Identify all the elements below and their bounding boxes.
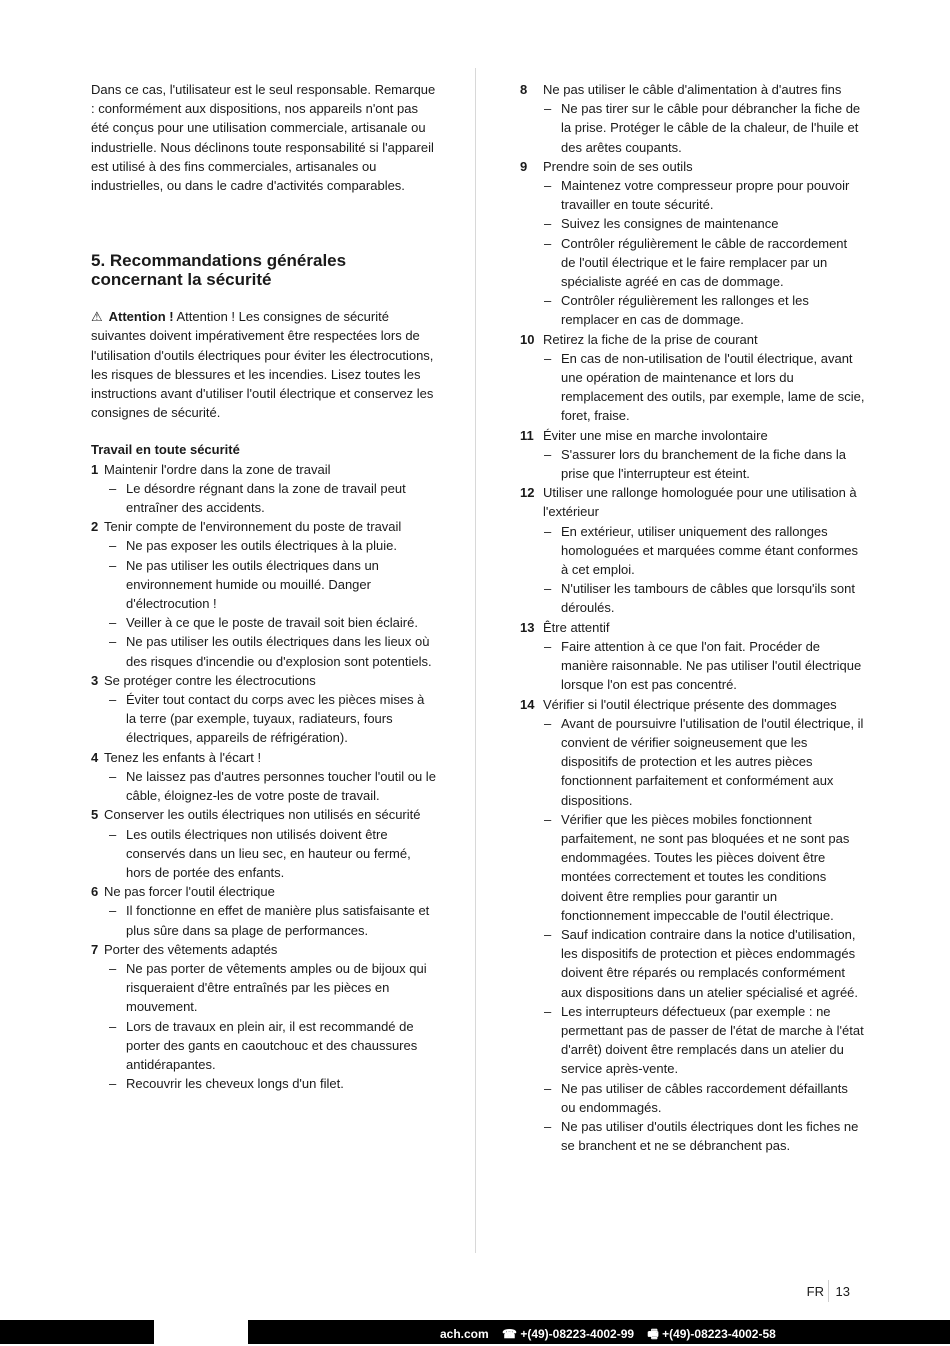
dash-marker: – [109, 903, 117, 919]
contact-info [440, 1325, 786, 1346]
bullet-item [544, 234, 865, 292]
bullet-item [109, 536, 436, 555]
attention-paragraph [91, 307, 436, 422]
item-number: 11 [520, 427, 534, 443]
item-title: Éviter une mise en marche involontaire [543, 427, 768, 443]
dash-marker: – [544, 715, 552, 731]
bullet-item [544, 637, 865, 695]
dash-marker: – [544, 1118, 552, 1134]
bullet-item [109, 825, 436, 883]
item-number: 7 [91, 941, 99, 957]
list-item [91, 460, 436, 518]
safety-list-right [520, 80, 865, 1155]
item-number: 3 [91, 672, 99, 688]
list-item [520, 695, 865, 1156]
dash-marker: – [109, 538, 117, 554]
bullet-item [109, 1074, 436, 1093]
dash-marker: – [109, 960, 117, 976]
dash-marker: – [109, 615, 117, 631]
bullet-text: Contrôler régulièrement les rallonges et les remplacer en cas de dommage. [561, 293, 809, 328]
bullet-text: Il fonctionne en effet de manière plus satisfaisante et plus sûre dans sa plage de performances. [126, 903, 430, 938]
bullet-item [109, 556, 436, 614]
bullet-item [544, 176, 865, 214]
fax-number: 🖷 +(49)-08223-4002-58 [647, 1327, 776, 1341]
dash-marker: – [544, 446, 552, 462]
bullet-item [544, 1079, 865, 1117]
safety-list-left [91, 460, 436, 1094]
dash-marker: – [544, 216, 552, 232]
item-title: Ne pas forcer l'outil électrique [104, 884, 275, 900]
dash-marker: – [544, 293, 552, 309]
bullet-text: Contrôler régulièrement le câble de raccordement de l'outil électrique et le faire remplacer par un spécialiste agréé en cas de dommage. [561, 235, 848, 290]
bullet-text: Ne pas utiliser les outils électriques dans les lieux où des risques d'incendie ou d'explosion sont potentiels. [126, 634, 432, 669]
bullet-text: Les interrupteurs défectueux (par exemple : ne permettant pas de passer de l'état de marche à l'état d'arrêt) doivent être remplacés dans un atelier du service après-vente. [561, 1003, 864, 1077]
list-item [520, 618, 865, 695]
item-number: 14 [520, 696, 535, 712]
dash-marker: – [109, 692, 117, 708]
item-number: 13 [520, 619, 535, 635]
item-number: 12 [520, 485, 535, 501]
column-divider [475, 68, 476, 1253]
dash-marker: – [109, 557, 117, 573]
list-item [91, 517, 436, 671]
bullet-item [544, 349, 865, 426]
left-column [91, 80, 436, 1093]
list-item [91, 882, 436, 940]
item-number: 1 [91, 461, 99, 477]
bullet-item [544, 522, 865, 580]
bullet-item [544, 714, 865, 810]
warning-icon: ⚠ [91, 309, 103, 325]
bullet-text: Ne pas porter de vêtements amples ou de bijoux qui risqueraient d'être entraînés par les pièces en mouvement. [126, 960, 427, 1015]
right-column [520, 80, 865, 1155]
list-item [91, 940, 436, 1094]
website-link[interactable]: ach.com [440, 1327, 489, 1341]
bullet-text: Ne pas tirer sur le câble pour débrancher la fiche de la prise. Protéger le câble de la chaleur, de l'huile et des arêtes coupants. [561, 101, 861, 155]
bullet-text: En cas de non-utilisation de l'outil électrique, avant une opération de maintenance et lors du remplacement des outils, par exemple, lame de scie, foret, fraise. [561, 350, 865, 424]
dash-marker: – [544, 235, 552, 251]
dash-marker: – [544, 178, 552, 194]
bullet-item [544, 810, 865, 925]
bullet-text: En extérieur, utiliser uniquement des rallonges homologuées et marquées comme étant conformes à cet emploi. [561, 523, 858, 578]
bullet-text: Avant de poursuivre l'utilisation de l'outil électrique, il convient de vérifier soigneusement que les dispositifs de protection et les autres pièces fonctionnent parfaitement et conformément aux dispositions. [561, 715, 864, 808]
dash-marker: – [544, 638, 552, 654]
item-title: Ne pas utiliser le câble d'alimentation à d'autres fins [543, 82, 842, 97]
item-number: 8 [520, 82, 528, 97]
dash-marker: – [109, 768, 117, 784]
dash-marker: – [544, 926, 552, 942]
dash-marker: – [109, 480, 117, 496]
bullet-item [109, 959, 436, 1017]
intro-paragraph: Dans ce cas, l'utilisateur est le seul responsable. Remarque : conformément aux dispositions, nos appareils n'ont pas été conçus pour une utilisation commerciale, artisanale ou industrielle. Nous déclinons toute responsabilité si l'appareil est utilisé à des fins commerciales, artisanales ou industrielles, ou dans le cadre d'activités comparables. [91, 82, 436, 194]
bullet-text: Recouvrir les cheveux longs d'un filet. [126, 1076, 344, 1092]
section-heading [91, 251, 436, 289]
dash-marker: – [109, 634, 117, 650]
bullet-item [109, 613, 436, 632]
language-code: FR [806, 1284, 824, 1299]
bullet-text: Ne pas utiliser les outils électriques dans un environnement humide ou mouillé. Danger d'électrocution ! [126, 557, 379, 612]
bullet-item [109, 479, 436, 517]
item-title: Être attentif [543, 619, 610, 635]
dash-marker: – [109, 826, 117, 842]
bullet-item [544, 1002, 865, 1079]
list-item [91, 671, 436, 748]
bullet-text: Éviter tout contact du corps avec les pièces mises à la terre (par exemple, tuyaux, radiateurs, fours électriques, appareils de réfrigération). [126, 692, 425, 746]
item-title: Conserver les outils électriques non utilisés en sécurité [104, 807, 421, 823]
item-title: Tenir compte de l'environnement du poste de travail [104, 519, 402, 535]
dash-marker: – [544, 101, 552, 117]
dash-marker: – [544, 1003, 552, 1019]
bullet-item [544, 291, 865, 329]
item-title: Tenez les enfants à l'écart ! [104, 749, 262, 765]
bullet-text: Vérifier que les pièces mobiles fonctionnent parfaitement, ne sont pas bloquées et ne sont pas endommagées. Toutes les pièces doivent être montées correctement et toutes les conditions doivent être remplies pour garantir un fonctionnement impeccable de l'outil électrique. [561, 811, 850, 923]
bullet-item [544, 579, 865, 617]
item-number: 4 [91, 749, 99, 765]
attention-label: Attention ! [108, 309, 174, 325]
bullet-item [109, 767, 436, 805]
bullet-text: Les outils électriques non utilisés doivent être conservés dans un lieu sec, en hauteur ou fermé, hors de portée des enfants. [126, 826, 411, 880]
item-title: Maintenir l'ordre dans la zone de travail [104, 461, 331, 477]
bullet-item [109, 901, 436, 939]
item-title: Vérifier si l'outil électrique présente des dommages [543, 696, 837, 712]
item-title: Se protéger contre les électrocutions [104, 672, 316, 688]
item-title: Porter des vêtements adaptés [104, 941, 278, 957]
item-number: 5 [91, 807, 99, 823]
list-item [520, 80, 865, 157]
dash-marker: – [544, 811, 552, 827]
bullet-item [109, 632, 436, 670]
bullet-text: Ne pas exposer les outils électriques à la pluie. [126, 538, 397, 554]
dash-marker: – [544, 350, 552, 366]
item-number: 10 [520, 331, 535, 347]
attention-text: Attention ! Les consignes de sécurité suivantes doivent impérativement être respectées lors de l'utilisation d'outils électriques pour éviter les électrocutions, les risques de blessures et les incendies. Lisez toutes les instructions avant d'utiliser l'outil électrique et conservez les consignes de sécurité. [91, 309, 434, 421]
dash-marker: – [544, 581, 552, 597]
item-number: 6 [91, 884, 99, 900]
dash-marker: – [109, 1076, 117, 1092]
page-number: 13 [835, 1284, 850, 1299]
bullet-text: Ne laissez pas d'autres personnes toucher l'outil ou le câble, éloignez-les de votre poste de travail. [126, 768, 436, 804]
item-title: Retirez la fiche de la prise de courant [543, 331, 758, 347]
bullet-text: Suivez les consignes de maintenance [561, 216, 779, 232]
bullet-item [109, 690, 436, 748]
bullet-item [109, 1017, 436, 1075]
bullet-text: Sauf indication contraire dans la notice d'utilisation, les dispositifs de protection et pièces endommagés doivent être réparés ou remplacés conformément aux dispositions dans un atelier spécialisé et agréé. [561, 926, 859, 1000]
phone-number: ☎ +(49)-08223-4002-99 [502, 1327, 635, 1341]
item-number: 9 [520, 158, 528, 174]
dash-marker: – [544, 523, 552, 539]
footer-separator [828, 1280, 829, 1302]
item-title: Prendre soin de ses outils [543, 158, 693, 174]
dash-marker: – [544, 1080, 552, 1096]
bullet-item [544, 445, 865, 483]
bullet-text: Lors de travaux en plein air, il est recommandé de porter des gants en caoutchouc et des chaussures antidérapantes. [126, 1018, 418, 1072]
bullet-text: Le désordre régnant dans la zone de travail peut entraîner des accidents. [126, 480, 406, 516]
list-item [520, 157, 865, 330]
bullet-text: Maintenez votre compresseur propre pour pouvoir travailler en toute sécurité. [561, 178, 850, 213]
list-item [91, 748, 436, 806]
section-title: 5. Recommandations générales concernant la sécurité [91, 251, 347, 290]
bullet-item [544, 925, 865, 1002]
bullet-item [544, 214, 865, 233]
bullet-text: Faire attention à ce que l'on fait. Procéder de manière raisonnable. Ne pas utiliser l'outil électrique lorsque l'on est pas concentré. [561, 638, 862, 693]
bullet-text: N'utiliser les tambours de câbles que lorsqu'ils sont déroulés. [561, 581, 855, 616]
item-number: 2 [91, 519, 99, 535]
subheading: Travail en toute sécurité [91, 442, 240, 458]
list-item [520, 330, 865, 426]
bullet-text: S'assurer lors du branchement de la fiche dans la prise que l'interrupteur est éteint. [561, 446, 847, 482]
bullet-item [544, 99, 865, 157]
item-title: Utiliser une rallonge homologuée pour une utilisation à l'extérieur [543, 485, 857, 520]
list-item [520, 483, 865, 617]
bullet-item [544, 1117, 865, 1155]
dash-marker: – [109, 1018, 117, 1034]
bullet-text: Ne pas utiliser de câbles raccordement défaillants ou endommagés. [561, 1080, 848, 1115]
bullet-text: Veiller à ce que le poste de travail soit bien éclairé. [126, 615, 418, 631]
contact-bar-gap [154, 1320, 248, 1344]
list-item [520, 426, 865, 484]
list-item [91, 805, 436, 882]
bullet-text: Ne pas utiliser d'outils électriques dont les fiches ne se branchent et ne se débranchent pas. [561, 1118, 859, 1154]
